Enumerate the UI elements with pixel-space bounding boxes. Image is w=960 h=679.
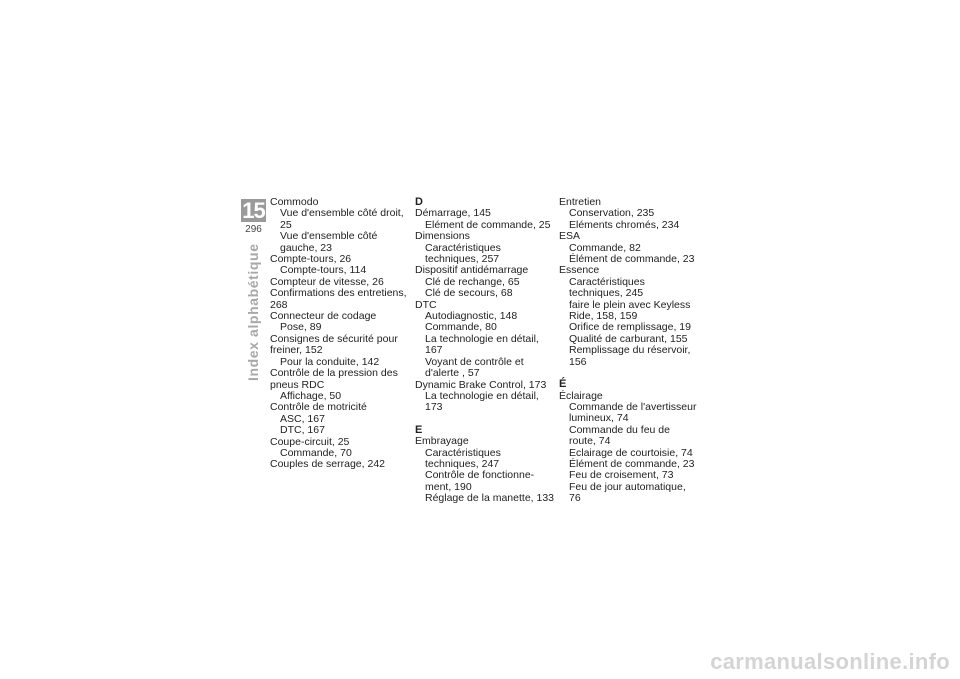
index-subentry: DTC, 167 bbox=[280, 424, 325, 437]
index-column-2 bbox=[415, 197, 555, 505]
index-entry: Dimensions bbox=[415, 230, 470, 243]
index-subentry: Commande du feu de route, 74 bbox=[569, 423, 670, 448]
index-column-1 bbox=[270, 197, 410, 471]
index-subentry: Élément de commande, 23 bbox=[569, 457, 695, 470]
index-subentry: Contrôle de fonctionne-ment, 190 bbox=[425, 469, 535, 493]
index-subentry: Affichage, 50 bbox=[280, 389, 342, 402]
index-subentry: Autodiagnostic, 148 bbox=[425, 310, 518, 323]
index-letter-heading: D bbox=[415, 196, 423, 208]
index-subentry: Eclairage de courtoisie, 74 bbox=[569, 446, 693, 459]
index-entry: Entretien bbox=[559, 196, 602, 208]
index-subentry: Commande, 70 bbox=[280, 446, 352, 459]
index-subentry: Commande, 80 bbox=[425, 321, 497, 334]
index-subentry: faire le plein avec Keyless Ride, 158, 159 bbox=[569, 298, 691, 323]
index-subentry: Feu de croisement, 73 bbox=[569, 469, 674, 482]
index-entry: Confirmations des entretiens, 268 bbox=[270, 287, 407, 311]
index-entry: Coupe-circuit, 25 bbox=[270, 435, 350, 448]
index-entry: Essence bbox=[559, 264, 600, 277]
index-subentry: La technologie en détail, 167 bbox=[425, 332, 539, 357]
index-entry: Contrôle de la pression des pneus RDC bbox=[270, 367, 398, 391]
index-letter-heading: E bbox=[415, 423, 423, 436]
index-entry: Consignes de sécurité pour freiner, 152 bbox=[270, 332, 398, 357]
index-subentry: Remplissage du réservoir, 156 bbox=[569, 344, 691, 368]
index-subentry: Clé de secours, 68 bbox=[425, 287, 513, 300]
watermark: carmanualsonline.info bbox=[710, 649, 950, 674]
index-subentry: Pour la conduite, 142 bbox=[280, 355, 380, 368]
index-subentry: Voyant de contrôle et d'alerte , 57 bbox=[425, 355, 524, 380]
index-entry: ESA bbox=[559, 230, 581, 243]
index-subentry: Eléments chromés, 234 bbox=[569, 218, 680, 231]
index-subentry: Qualité de carburant, 155 bbox=[569, 332, 688, 345]
index-subentry: Vue d'ensemble côté droit, 25 bbox=[280, 207, 404, 231]
index-column-3 bbox=[559, 197, 699, 505]
index-entry: Dynamic Brake Control, 173 bbox=[415, 378, 547, 391]
index-subentry: ASC, 167 bbox=[280, 412, 325, 425]
index-entry: Contrôle de motricité bbox=[270, 401, 367, 414]
index-subentry: Caractéristiques techniques, 247 bbox=[425, 446, 501, 470]
index-subentry: Elément de commande, 25 bbox=[425, 218, 551, 231]
index-subentry: Clé de rechange, 65 bbox=[425, 275, 520, 288]
index-subentry: Commande, 82 bbox=[569, 241, 641, 254]
index-entry: DTC bbox=[415, 298, 437, 311]
index-letter-heading: É bbox=[559, 378, 567, 391]
index-subentry: Conservation, 235 bbox=[569, 207, 655, 220]
index-subentry: Vue d'ensemble côté gauche, 23 bbox=[280, 230, 378, 254]
index-subentry: La technologie en détail, 173 bbox=[425, 389, 539, 414]
index-entry: Démarrage, 145 bbox=[415, 207, 491, 220]
index-entry: Connecteur de codage bbox=[270, 310, 377, 323]
index-entry: Compte-tours, 26 bbox=[270, 253, 352, 266]
index-subentry: Caractéristiques techniques, 245 bbox=[569, 275, 645, 300]
index-entry: Commodo bbox=[270, 196, 319, 208]
index-subentry: Caractéristiques techniques, 257 bbox=[425, 241, 501, 266]
index-subentry: Compte-tours, 114 bbox=[280, 264, 367, 277]
index-subentry: Élément de commande, 23 bbox=[569, 253, 695, 266]
index-subentry: Commande de l'avertisseur lumineux, 74 bbox=[569, 400, 697, 425]
index-entry: Dispositif antidémarrage bbox=[415, 264, 529, 277]
index-entry: Compteur de vitesse, 26 bbox=[270, 275, 384, 288]
page-number: 296 bbox=[245, 224, 262, 235]
section-side-title: Index alphabétique bbox=[245, 243, 261, 381]
chapter-number: 15 bbox=[242, 198, 265, 223]
index-entry: Embrayage bbox=[415, 435, 469, 448]
index-entry: Couples de serrage, 242 bbox=[270, 458, 385, 471]
index-entry: Éclairage bbox=[559, 389, 603, 402]
index-subentry: Orifice de remplissage, 19 bbox=[569, 321, 691, 334]
index-subentry: Feu de jour automatique, 76 bbox=[569, 480, 686, 505]
index-subentry: Pose, 89 bbox=[280, 321, 322, 334]
index-subentry: Réglage de la manette, 133 bbox=[425, 492, 555, 505]
